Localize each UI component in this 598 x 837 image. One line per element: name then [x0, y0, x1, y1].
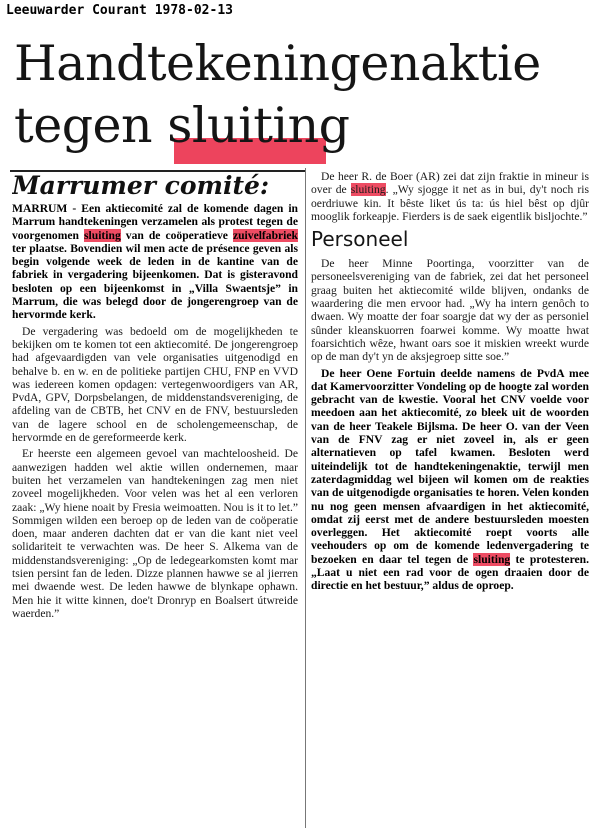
source-label: Leeuwarder Courant 1978-02-13	[6, 3, 233, 18]
kicker: Marrumer comité:	[12, 172, 270, 200]
column-divider	[305, 168, 306, 828]
subhead-personeel: Personeel	[311, 227, 409, 252]
highlight-mark: sluiting	[84, 228, 121, 242]
headline-line-2: tegen sluiting	[14, 97, 350, 154]
paragraph-r2: De heer Minne Poortinga, voorzitter van de personeelsvereniging van de fabriek, zei dat het personeel graag buiten het aktiecomité wilde blijven, ondanks de waardering die men ervoor had. „Wy ha intern genôch to dwaen. Wy moatte der foar soargje dat wy der as personiel sûnder kleanskuorren foarwei komme. Wy moatte hwat foarsichtich wêze, hwant oars soe it miskien wreekt wurde op de man dy't yn de aksjegroep sitte soe.”	[311, 257, 589, 364]
paragraph-2: De vergadering was bedoeld om de mogelijkheden te bekijken om te komen tot een aktiecomité. De jongerengroep had afgevaardigden van vele organisaties uitgenodigd en behalve b. en w. en de politieke partijen CHU, FNP en VVD was iedereen komen opdagen: vertegenwoordigers van AR, PvdA, GPV, Dorpsbelangen, de middenstandsvereniging, de afdeling van de CBTB, het CNV en de FNV, bestuursleden van de lagere school en de scholengemeenschap, de hervormde en de gereformeerde kerk.	[12, 324, 298, 445]
right-column	[311, 170, 589, 832]
paragraph-3: Er heerste een algemeen gevoel van machteloosheid. De aanwezigen hadden wel aktie willen ondernemen, maar buiten het verzamelen van handtekeningen zag men niet zoveel mogelijkheden. Voor velen was het al een verloren zaak: „Wy hiene noait by Fresia weimoatten. Nou is it to let.” Sommigen wilden een beroep op de leden van de coöperatie doen, maar anderen dachten dat er van die kant niet veel solidariteit te verwachten was. De heer S. Alkema van de middenstandsvereniging: „Op de ledegearkomsten komt mar tsien persint fan de leden. Dizze plannen hawwe se al jierren mei dwaende west. De leden hawwe de blynkape ophawn. Men hie it witte kinnen, doe't Dronryp en Boalsert útwreide waerden.”	[12, 447, 298, 620]
highlight-mark: sluiting	[473, 552, 511, 566]
paragraph-r1: De heer R. de Boer (AR) zei dat zijn fraktie in mineur is over de sluiting. „Wy sjogge it net as in bui, dy't noch ris oerdriuwe kin. It bêste liket ús ta: ús hiel bêst op djûr mooglik forkeapje. Fierders is de saek eigentlik bisljochte.”	[311, 170, 589, 223]
left-column	[12, 172, 298, 832]
paragraph-r3: De heer Oene Fortuin deelde namens de PvdA mee dat Kamervoorzitter Vondeling op de hoogte zal worden gebracht van de kwestie. Vooral het CNV voelde voor meedoen aan het aktiecomité, zo bleek uit de woorden van de heer Teakele Bijlsma. De heer O. van der Veen van de FNV zag er niet zoveel in, als er geen alternatieven op tafel kwamen. Besloten werd uiteindelijk tot de handtekeningenaktie, terwijl men zaterdagmiddag wel bijeen wil komen om de reakties van de uitgenodigde organisaties te horen. Velen konden nu nog geen mensen afvaardigen in het aktiecomité, omdat zij eerst met de andere bestuursleden moesten overleggen. Het aktiecomité roept voorts alle veehouders op om de komende ledenvergadering te bezoeken en daar tel tegen de sluiting te protesteren. „Laat u niet een rad voor de ogen draaien door de directie en het bestuur,” aldus de oproep.	[311, 366, 589, 593]
highlight-mark: zuivelfabriek	[232, 228, 298, 242]
headline-line-1: Handtekeningenaktie	[14, 35, 541, 92]
lead-paragraph: MARRUM - Een aktiecomité zal de komende dagen in Marrum handtekeningen verzamelen als protest tegen de voorgenomen sluiting van de coöperatieve zuivelfabriek ter plaatse. Bovendien wil men acte de présence geven als begin volgende week de leden in de kantine van de fabriek in vergadering bijeenkomen. Dat is gisteravond besloten op een bijeenkomst in „Villa Swaentsje” in Marrum, die was belegd door de jongerengroep van de hervormde kerk.	[12, 202, 298, 322]
highlight-mark: sluiting	[350, 183, 386, 197]
